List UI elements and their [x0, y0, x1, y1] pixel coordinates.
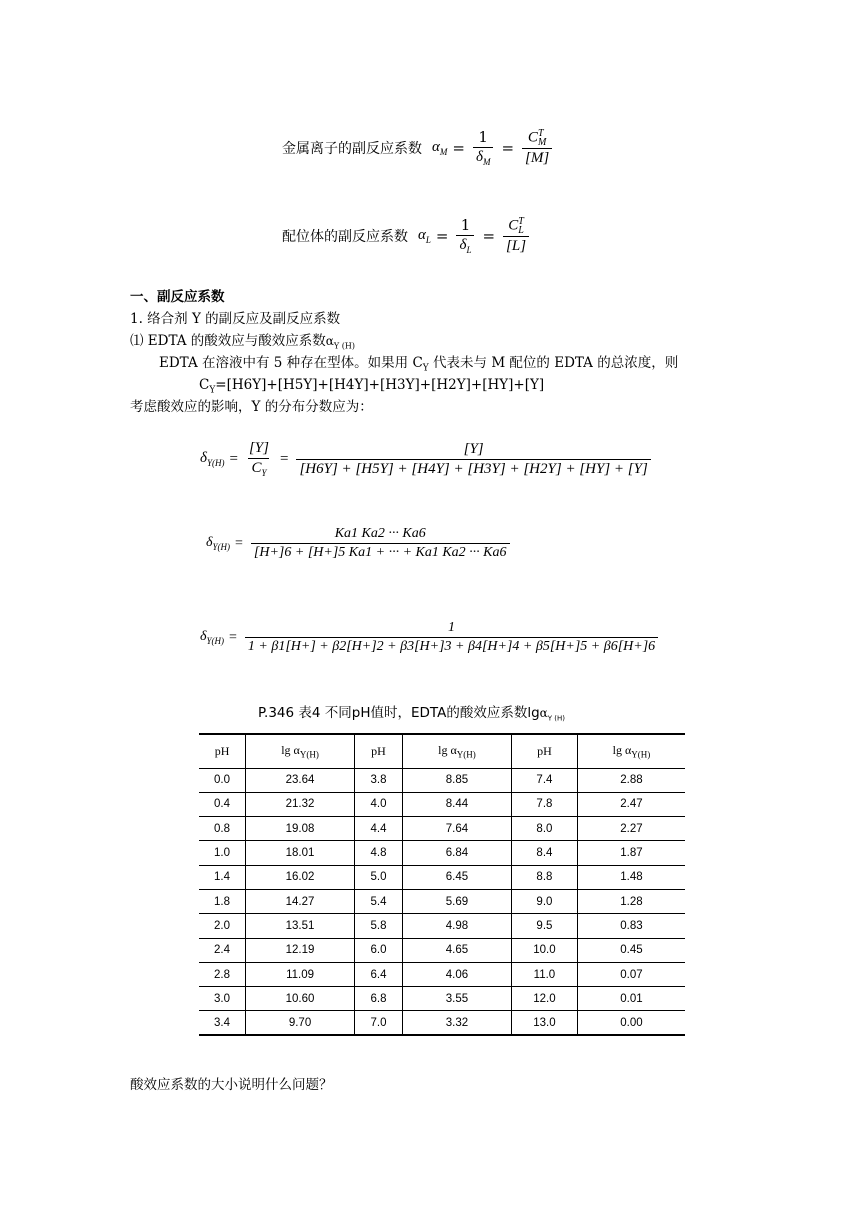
header-ph-3: pH — [511, 734, 577, 768]
table-row: 1.0 18.01 4.8 6.84 8.4 1.87 — [199, 841, 685, 865]
header-lga-1: $\lg \alpha_{Y(H)}$ — [246, 734, 355, 768]
subsection-heading: 1. 络合剂 Y 的副反应及副反应系数 — [130, 311, 341, 327]
table-row: 0.0 23.64 3.8 8.85 7.4 2.88 — [199, 768, 685, 792]
header-lga-3: $\lg \alpha_{Y(H)}$ — [577, 734, 685, 768]
edta-acid-effect-table — [199, 733, 685, 1036]
table-row: 1.8 14.27 5.4 5.69 9.0 1.28 — [199, 889, 685, 913]
table-caption: P.346 表4 不同pH值时，EDTA的酸效应系数lgα$_{Y (H)}$ — [258, 705, 566, 723]
paragraph-1: EDTA 在溶液中有 5 种存在型体。如果用 $C_Y$ 代表未与 M 配位的 EDTA 的总浓度，则 — [159, 355, 679, 374]
item-1-text: EDTA 的酸效应与酸效应系数 — [147, 333, 326, 349]
metal-side-reaction-formula: 金属离子的副反应系数 $\alpha_M$ = $\frac{1}{\delta_M}$ = C T M [M] — [282, 128, 555, 167]
table-row: 2.8 11.09 6.4 4.06 11.0 0.07 — [199, 962, 685, 986]
section-heading: 一、副反应系数 — [130, 289, 225, 305]
metal-formula-label: 金属离子的副反应系数 — [282, 140, 422, 157]
item-1-alpha: $\alpha_{Y (H)}$ — [325, 334, 355, 351]
table-row: 3.4 9.70 7.0 3.32 13.0 0.00 — [199, 1011, 685, 1035]
table-row: 0.8 19.08 4.4 7.64 8.0 2.27 — [199, 817, 685, 841]
closing-question: 酸效应系数的大小说明什么问题？ — [130, 1077, 333, 1093]
ligand-frac-2: C T L [L] — [503, 217, 529, 255]
distribution-eq-2: $\delta_{Y(H)}$ = $\frac{Ka1 Ka2 \cdot\cdot\cdot Ka6}{[H+]6 + [H+]5 Ka1 + \cdot\cdot\cdot + Ka1 Ka2 \cdot\cdot\cdot Ka6}$ — [206, 526, 513, 561]
table-row: 3.0 10.60 6.8 3.55 12.0 0.01 — [199, 987, 685, 1011]
ligand-formula-label: 配位体的副反应系数 — [282, 228, 408, 245]
metal-alpha: $\alpha_M$ — [432, 138, 448, 157]
header-ph-2: pH — [355, 734, 403, 768]
table-row: 2.4 12.19 6.0 4.65 10.0 0.45 — [199, 938, 685, 962]
metal-frac-1: $\frac{1}{\delta_M}$ — [473, 128, 493, 167]
ligand-alpha: $\alpha_L$ — [418, 226, 431, 245]
table-row: 0.4 21.32 4.0 8.44 7.8 2.47 — [199, 792, 685, 816]
ligand-side-reaction-formula: 配位体的副反应系数 $\alpha_L$ = $\frac{1}{\delta_L}$ = C T L [L] — [282, 216, 532, 255]
cy-equation: $C_Y=[H6Y]+[H5Y]+[H4Y]+[H3Y]+[H2Y]+[HY]+[Y]$ — [199, 377, 545, 396]
distribution-eq-1: $\delta_{Y(H)}$ = $\frac{[Y]}{C_Y}$ = $\frac{[Y]}{[H6Y] + [H5Y] + [H4Y] + [H3Y] + [H2Y] + [HY] + [Y]}$ — [200, 440, 654, 478]
metal-frac-2: C T M [M] — [522, 129, 552, 167]
header-ph-1: pH — [214, 743, 230, 758]
table-row: 2.0 13.51 5.8 4.98 9.5 0.83 — [199, 914, 685, 938]
item-1-marker: ⑴ — [130, 333, 144, 349]
table-row: 1.4 16.02 5.0 6.45 8.8 1.48 — [199, 865, 685, 889]
header-lga-2: $\lg \alpha_{Y(H)}$ — [402, 734, 511, 768]
table-header-row — [199, 734, 685, 768]
distribution-eq-3: $\delta_{Y(H)}$ = $\frac{1}{1 + \beta 1[H+] + \beta 2[H+]2 + \beta 3[H+]3 + \beta 4[H+]4 + \beta 5[H+]5 + \beta 6[H+]6}$ — [200, 620, 661, 655]
paragraph-2: 考虑酸效应的影响，Y 的分布分数应为： — [130, 399, 373, 415]
ligand-frac-1: $\frac{1}{\delta_L}$ — [456, 216, 474, 255]
